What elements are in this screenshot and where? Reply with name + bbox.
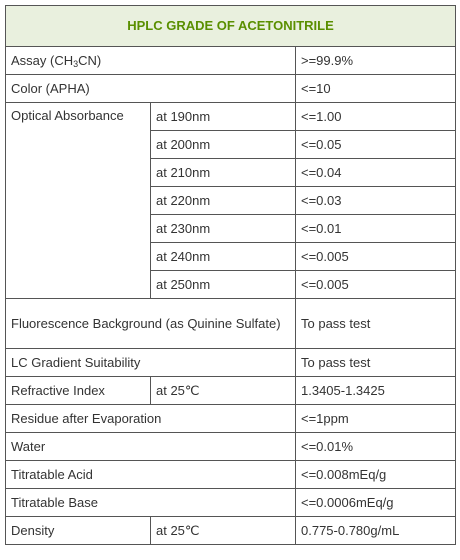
base-label: Titratable Base bbox=[6, 489, 296, 517]
optical-condition: at 250nm bbox=[151, 271, 296, 299]
optical-value: <=0.05 bbox=[296, 131, 456, 159]
assay-label: Assay $(CH_3CN)$ bbox=[6, 47, 296, 75]
residue-value: <=1ppm bbox=[296, 405, 456, 433]
table-row-acid bbox=[6, 461, 456, 489]
optical-condition: at 230nm bbox=[151, 215, 296, 243]
table-row-lc-gradient bbox=[6, 349, 456, 377]
color-label: Color (APHA) bbox=[6, 75, 296, 103]
refractive-label: Refractive Index bbox=[6, 377, 151, 405]
acid-label: Titratable Acid bbox=[6, 461, 296, 489]
optical-value: <=0.005 bbox=[296, 243, 456, 271]
water-value: <=0.01% bbox=[296, 433, 456, 461]
optical-condition: at 200nm bbox=[151, 131, 296, 159]
refractive-value: 1.3405-1.3425 bbox=[296, 377, 456, 405]
table-row-density bbox=[6, 517, 456, 545]
optical-value: <=0.03 bbox=[296, 187, 456, 215]
lc-gradient-label: LC Gradient Suitability bbox=[6, 349, 296, 377]
spec-table bbox=[5, 5, 456, 545]
table-row-optical-190 bbox=[6, 103, 456, 131]
optical-condition: at 240nm bbox=[151, 243, 296, 271]
table-row-residue bbox=[6, 405, 456, 433]
optical-absorbance-label: Optical Absorbance bbox=[6, 103, 151, 299]
residue-label: Residue after Evaporation bbox=[6, 405, 296, 433]
table-row-refractive bbox=[6, 377, 456, 405]
fluorescence-label: Fluorescence Background (as Quinine Sulfate) bbox=[6, 299, 296, 349]
optical-value: <=0.04 bbox=[296, 159, 456, 187]
acid-value: <=0.008mEq/g bbox=[296, 461, 456, 489]
assay-value: >=99.9% bbox=[296, 47, 456, 75]
density-label: Density bbox=[6, 517, 151, 545]
density-value: 0.775-0.780g/mL bbox=[296, 517, 456, 545]
density-condition: at 25℃ bbox=[151, 517, 296, 545]
table-title: HPLC GRADE OF ACETONITRILE bbox=[6, 6, 456, 47]
lc-gradient-value: To pass test bbox=[296, 349, 456, 377]
optical-value: <=0.005 bbox=[296, 271, 456, 299]
optical-value: <=1.00 bbox=[296, 103, 456, 131]
base-value: <=0.0006mEq/g bbox=[296, 489, 456, 517]
color-value: <=10 bbox=[296, 75, 456, 103]
water-label: Water bbox=[6, 433, 296, 461]
table-row-color bbox=[6, 75, 456, 103]
optical-value: <=0.01 bbox=[296, 215, 456, 243]
table-row-water bbox=[6, 433, 456, 461]
table-row-fluorescence bbox=[6, 299, 456, 349]
fluorescence-value: To pass test bbox=[296, 299, 456, 349]
refractive-condition: at 25℃ bbox=[151, 377, 296, 405]
table-row-base bbox=[6, 489, 456, 517]
optical-condition: at 190nm bbox=[151, 103, 296, 131]
optical-condition: at 210nm bbox=[151, 159, 296, 187]
optical-condition: at 220nm bbox=[151, 187, 296, 215]
title-row bbox=[6, 6, 456, 47]
table-row-assay bbox=[6, 47, 456, 75]
